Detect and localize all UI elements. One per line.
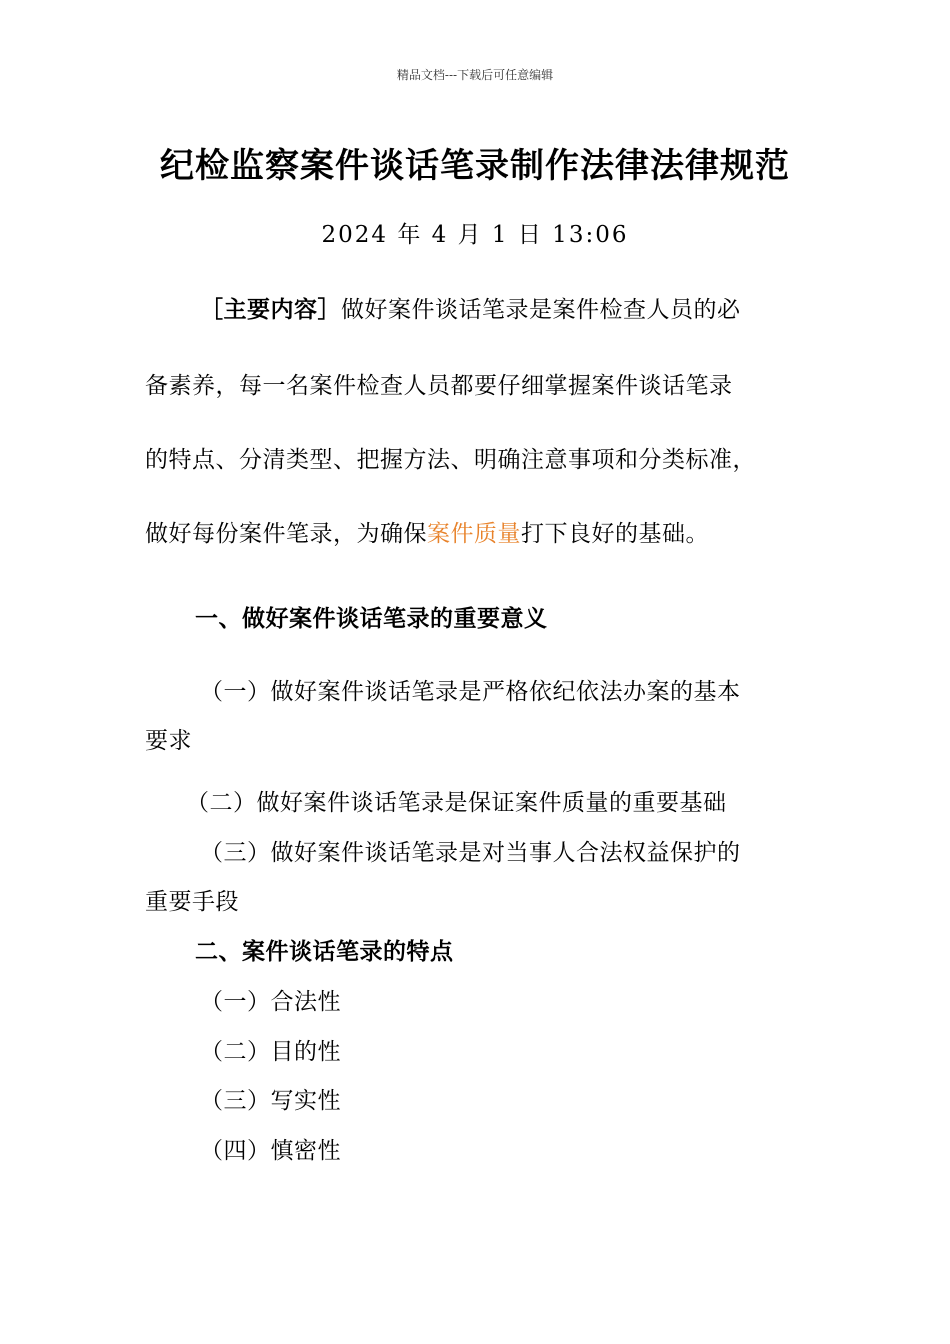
section-2-item: （一）合法性 <box>200 989 341 1015</box>
section-1-item-1-line-1: （一）做好案件谈话笔录是严格依纪依法办案的基本 <box>200 679 741 705</box>
summary-line-1 <box>200 291 741 324</box>
section-2-item: （二）目的性 <box>200 1039 341 1065</box>
summary-text-4a: 做好每份案件笔录，为确保 <box>145 521 427 547</box>
summary-line-4 <box>145 515 709 548</box>
case-quality-link[interactable]: 案件质量 <box>427 521 521 547</box>
section-2-heading: 二、案件谈话笔录的特点 <box>195 939 454 965</box>
summary-line-2: 备素养，每一名案件检查人员都要仔细掌握案件谈话笔录 <box>145 373 733 399</box>
section-2-item: （三）写实性 <box>200 1088 341 1114</box>
section-1-item-2: （二）做好案件谈话笔录是保证案件质量的重要基础 <box>186 790 727 816</box>
summary-text-1: 做好案件谈话笔录是案件检查人员的必 <box>341 297 741 323</box>
section-2-item: （四）慎密性 <box>200 1138 341 1164</box>
summary-line-3: 的特点、分清类型、把握方法、明确注意事项和分类标准， <box>145 447 756 473</box>
summary-label: ［主要内容］ <box>200 297 341 323</box>
section-1-heading: 一、做好案件谈话笔录的重要意义 <box>195 606 548 632</box>
section-1-item-1-line-2: 要求 <box>145 728 192 754</box>
section-1-item-3-line-1: （三）做好案件谈话笔录是对当事人合法权益保护的 <box>200 840 741 866</box>
section-1-item-3-line-2: 重要手段 <box>145 889 239 915</box>
document-date: 2024 年 4 月 1 日 13:06 <box>321 222 629 248</box>
document-title: 纪检监察案件谈话笔录制作法律法律规范 <box>160 146 790 186</box>
summary-text-4b: 打下良好的基础。 <box>521 521 709 547</box>
header-note: 精品文档---下载后可任意编辑 <box>396 68 554 82</box>
